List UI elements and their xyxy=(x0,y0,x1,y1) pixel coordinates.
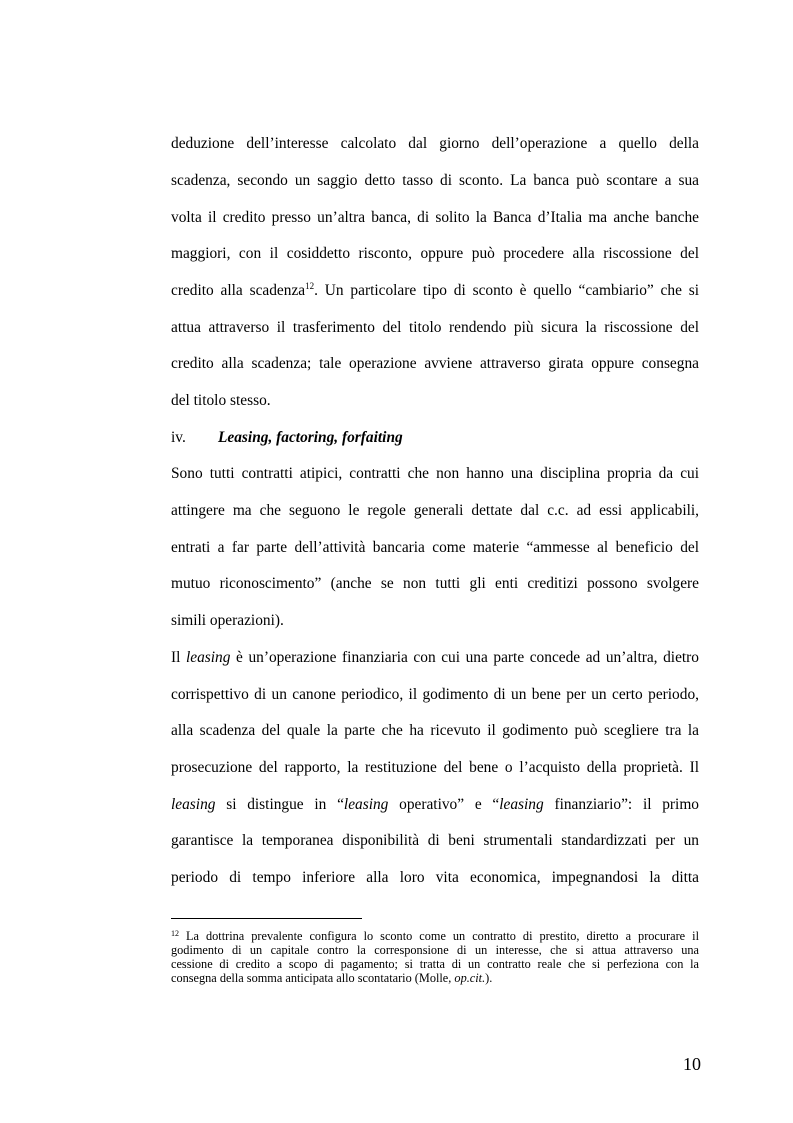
body-line: prosecuzione del rapporto, la restituzione del bene o l’acquisto della proprietà. Il xyxy=(171,759,699,776)
footnote-line xyxy=(171,972,699,985)
body-line xyxy=(171,648,699,668)
footnote-line xyxy=(171,930,699,943)
body-line xyxy=(171,281,699,301)
body-line: simili operazioni). xyxy=(171,612,284,629)
body-line: volta il credito presso un’altra banca, di solito la Banca d’Italia ma anche banche xyxy=(171,209,699,226)
body-text: si distingue in “ xyxy=(215,796,344,813)
footnote-text-italic: op.cit. xyxy=(454,971,486,985)
body-line: Sono tutti contratti atipici, contratti che non hanno una disciplina propria da cui xyxy=(171,465,699,482)
section-number: iv. xyxy=(171,429,186,446)
footnote-text: consegna della somma anticipata allo scontatario (Molle, xyxy=(171,971,455,985)
body-line: mutuo riconoscimento” (anche se non tutti gli enti creditizi possono svolgere xyxy=(171,575,699,592)
body-line: corrispettivo di un canone periodico, il godimento di un bene per un certo periodo, xyxy=(171,686,699,703)
body-line: entrati a far parte dell’attività bancaria come materie “ammesse al beneficio del xyxy=(171,539,699,556)
body-text: Il xyxy=(171,649,186,666)
body-line: alla scadenza del quale la parte che ha ricevuto il godimento può scegliere tra la xyxy=(171,722,699,739)
section-heading xyxy=(171,428,403,448)
body-line: periodo di tempo inferiore alla loro vita economica, impegnandosi la ditta xyxy=(171,869,699,886)
section-title: Leasing, factoring, forfaiting xyxy=(218,429,403,446)
footnote-separator xyxy=(171,918,362,919)
body-text-italic: leasing xyxy=(343,796,389,813)
body-line xyxy=(171,795,699,815)
body-line: scadenza, secondo un saggio detto tasso di sconto. La banca può scontare a sua xyxy=(171,172,699,189)
body-line: maggiori, con il cosiddetto risconto, oppure può procedere alla riscossione del xyxy=(171,245,699,262)
body-text-italic: leasing xyxy=(185,649,231,666)
body-line: attingere ma che seguono le regole generali dettate dal c.c. ad essi applicabili, xyxy=(171,502,699,519)
body-text: finanziario”: il primo xyxy=(543,796,699,813)
footnote-text: ). xyxy=(485,971,493,985)
body-line: credito alla scadenza; tale operazione avviene attraverso girata oppure consegna xyxy=(171,355,699,372)
body-text: operativo” e “ xyxy=(388,796,500,813)
body-line: deduzione dell’interesse calcolato dal giorno dell’operazione a quello della xyxy=(171,135,699,152)
body-text-italic: leasing xyxy=(171,796,216,813)
footnote-line: cessione di credito a scopo di pagamento; si tratta di un contratto reale che si perfeziona con la xyxy=(171,957,699,971)
footnote-reference[interactable]: 12 xyxy=(305,281,315,291)
body-line: del titolo stesso. xyxy=(171,392,271,409)
body-line: garantisce la temporanea disponibilità di beni strumentali standardizzati per un xyxy=(171,832,699,849)
footnote-text: La dottrina prevalente configura lo sconto come un contratto di prestito, diretto a procurare il xyxy=(179,929,699,943)
page-number: 10 xyxy=(683,1054,701,1074)
body-text: credito alla scadenza xyxy=(171,282,306,299)
body-line: attua attraverso il trasferimento del titolo rendendo più sicura la riscossione del xyxy=(171,319,699,336)
body-text: . Un particolare tipo di sconto è quello “cambiario” che si xyxy=(314,282,699,299)
body-text-italic: leasing xyxy=(499,796,544,813)
footnote-number: 12 xyxy=(171,929,179,938)
footnote-line: godimento di un capitale contro la corresponsione di un interesse, che si attua attraverso una xyxy=(171,943,699,957)
body-text: è un’operazione finanziaria con cui una parte concede ad un’altra, dietro xyxy=(230,649,700,666)
